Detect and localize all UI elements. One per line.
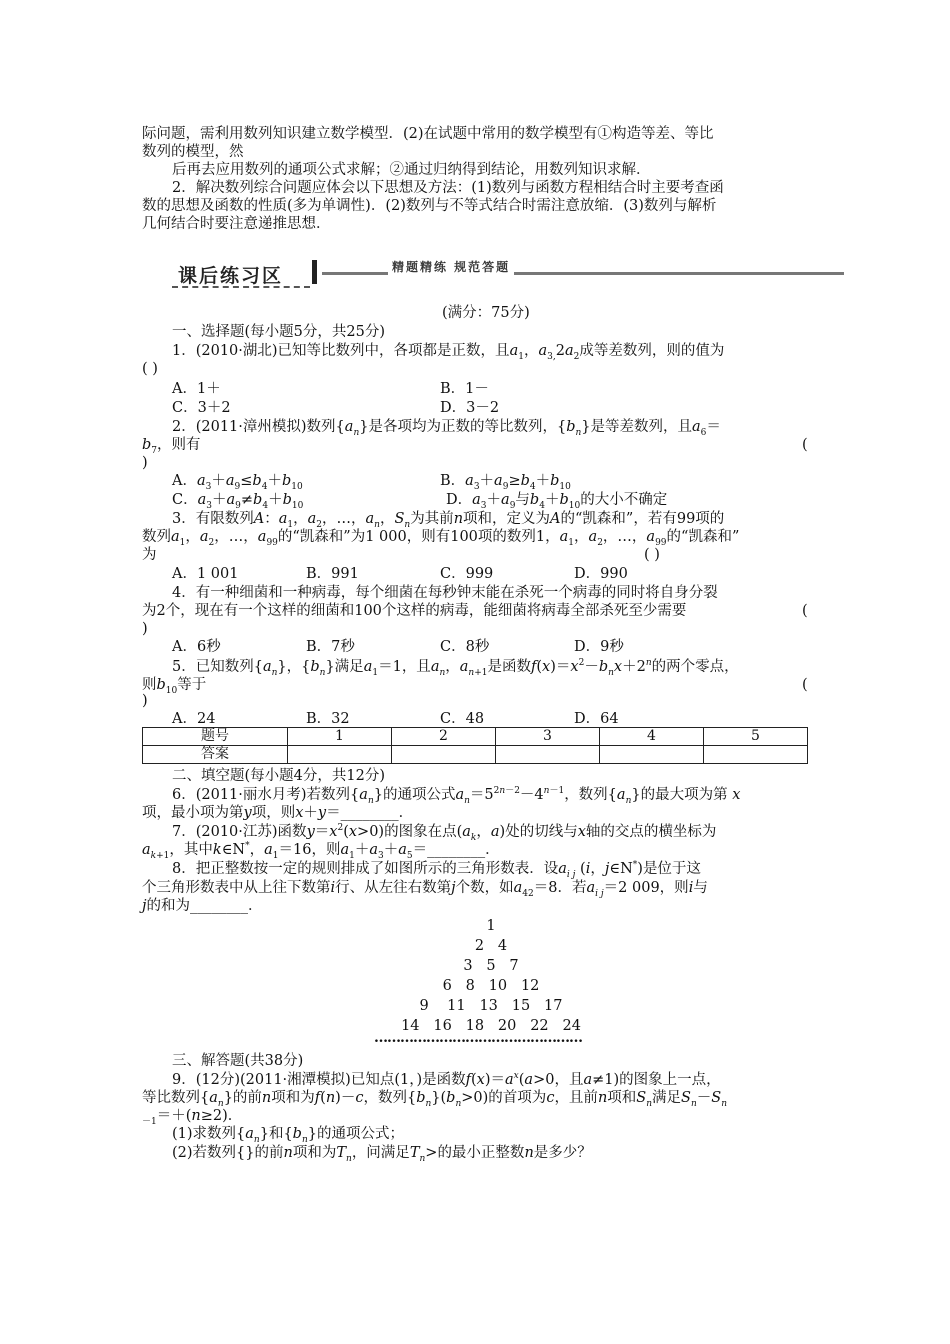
q4-option-c: C．8秒 — [440, 639, 490, 655]
answer-cell[interactable] — [496, 746, 600, 764]
q4-paren-open: ( — [802, 603, 808, 619]
q3-option-d: D．990 — [574, 566, 628, 582]
question-7: 7．(2010·江苏)函数$y=x^2(x>0)$的图象在点($a_k$，a)处的切线与x轴的交点的横坐标为 — [172, 823, 717, 843]
triangle-row: 3 5 7 — [463, 958, 519, 974]
q2-option-a: A．$a_3+a_9\le b_4+b_{10}$ — [172, 473, 303, 492]
q4-option-d: D．9秒 — [574, 639, 624, 655]
intro-line: 数的思想及函数的性质(多为单调性)．(2)数列与不等式结合时需注意放缩．(3)数列与解析 — [142, 198, 717, 214]
question-2: 2．(2011·漳州模拟)数列$\{a_n\}$是各项均为正数的等比数列，$\{b_n\}$是等差数列，且$a_6=$ — [172, 419, 721, 438]
question-8-cont: j的和为________． — [142, 898, 263, 914]
triangle-row: 2 4 — [474, 938, 508, 954]
table-cell: 5 — [704, 728, 808, 746]
triangle-row: 9 11 13 15 17 — [419, 998, 563, 1014]
q4-option-b: B．7秒 — [306, 639, 355, 655]
q5-option-c: C．48 — [440, 711, 485, 727]
section-heading: 一、选择题(每小题5分，共25分) — [172, 324, 385, 340]
question-8: 8．把正整数按一定的规则排成了如图所示的三角形数表．设$a_{i j}$ (i，j∈N*)是位于这 — [172, 860, 701, 880]
triangle-row: 1 — [486, 918, 496, 934]
section-heading: 二、填空题(每小题4分，共12分) — [172, 768, 385, 784]
intro-line: 数列的模型，然 — [142, 144, 244, 160]
table-row — [143, 728, 808, 746]
section-heading: 三、解答题(共38分) — [172, 1053, 304, 1069]
banner-subtitle: 精题精练 规范答题 — [388, 258, 514, 275]
table-cell: 题号 — [143, 728, 288, 746]
question-8-cont: 个三角形数表中从上往下数第i行、从左往右数第j个数，如$a_{42}=8$．若$a_{i j}=2$ 009，则i与 — [142, 880, 708, 899]
question-9: 9．(12分)(2011·湘潭模拟)已知点(1，)是函数$f(x)=a^x(a>0$，且a≠1)的图象上一点， — [172, 1071, 721, 1088]
table-cell: 答案 — [143, 746, 288, 764]
table-cell: 2 — [392, 728, 496, 746]
score-note: (满分：75分) — [442, 305, 530, 321]
answer-cell[interactable] — [704, 746, 808, 764]
triangle-row: 6 8 10 12 — [442, 978, 540, 994]
answer-cell[interactable] — [600, 746, 704, 764]
question-2-cont: $b_7$，则有 — [142, 437, 201, 456]
q2-option-d: D．$a_3+a_9$与$b_4+b_{10}$的大小不确定 — [446, 492, 668, 511]
q2-paren-close: ) — [142, 455, 148, 471]
question-5: 5．已知数列$\{a_n\}$，$\{b_n\}$满足$a_1=1$，且$a_n$，$a_{n+1}$是函数$f(x)=x^2-b_nx+2^n$的两个零点， — [172, 658, 739, 678]
table-cell: 1 — [288, 728, 392, 746]
question-6-cont: 项，最小项为第y项，则x＋y＝________． — [142, 805, 414, 821]
q2-option-c: C．$a_3+a_9\ne b_4+b_{10}$ — [172, 492, 304, 511]
banner-bar — [312, 260, 317, 284]
q4-paren-close: ) — [142, 621, 148, 637]
intro-line: 后再去应用数列的通项公式求解；②通过归纳得到结论，用数列知识求解． — [172, 162, 651, 178]
q3-option-c: C．999 — [440, 566, 494, 582]
question-4-cont: 为2个，现在有一个这样的细菌和100个这样的病毒，能细菌将病毒全部杀死至少需要 — [142, 603, 687, 619]
q3-paren: ( ) — [644, 547, 660, 563]
question-9-cont: 等比数列$\{a_n\}$的前n项和为f(n)－c，数列$\{b_n\}(b_n>0)$的首项为c，且前n项和$S_n$满足$S_n-S_n$ — [142, 1090, 727, 1109]
banner-underline — [172, 286, 310, 288]
table-cell: 3 — [496, 728, 600, 746]
table-cell: 4 — [600, 728, 704, 746]
question-9-cont: $_{-1}$＝＋(n≥2)． — [142, 1108, 243, 1127]
question-3-cont: 数列$a_1$，$a_2$，…，$a_{99}$的“凯森和”为1 000，则有100项的数列1，$a_1$，$a_2$，…，$a_{99}$的“凯森和” — [142, 529, 740, 548]
intro-line: 2．解决数列综合问题应体会以下思想及方法：(1)数列与函数方程相结合时主要考查函 — [172, 180, 724, 196]
q3-option-a: A．1 001 — [172, 566, 239, 582]
q5-option-b: B．32 — [306, 711, 350, 727]
q1-option-c: C．3＋2 — [172, 400, 231, 416]
q3-option-b: B．991 — [306, 566, 359, 582]
q5-option-a: A．24 — [172, 711, 216, 727]
q2-option-b: B．$a_3+a_9\ge b_4+b_{10}$ — [440, 473, 571, 492]
question-3: 3．有限数列A：$a_1$，$a_2$，…，$a_n$，$S_n$为其前n项和，定义为A的“凯森和”，若有99项的 — [172, 511, 725, 530]
answer-table — [142, 727, 808, 764]
triangle-ellipsis: ………………………………………… — [374, 1030, 582, 1046]
q1-paren: ( ) — [142, 361, 158, 377]
section-banner — [172, 258, 844, 292]
question-1: 1．(2010·湖北)已知等比数列中，各项都是正数，且$a_1$，$a_{3,}2a_2$成等差数列，则的值为 — [172, 343, 725, 362]
q1-option-d: D．3－2 — [440, 400, 500, 416]
question-9-part2: (2)若数列{}的前n项和为$T_n$，问满足$T_n>$的最小正整数n是多少？ — [172, 1145, 592, 1164]
intro-line: 几何结合时要注意递推思想． — [142, 216, 331, 232]
answer-cell[interactable] — [392, 746, 496, 764]
question-4: 4．有一种细菌和一种病毒，每个细菌在每秒钟末能在杀死一个病毒的同时将自身分裂 — [172, 585, 718, 601]
question-6: 6．(2011·丽水月考)若数列$\{a_n\}$的通项公式$a_n=5^{2n-2}-4^{n-1}$，数列$\{a_n\}$的最大项为第 x — [172, 786, 741, 806]
table-row — [143, 746, 808, 764]
q1-option-b: B．1－ — [440, 381, 489, 397]
question-3-cont: 为 — [142, 547, 157, 563]
q5-option-d: D．64 — [574, 711, 619, 727]
banner-title: 课后练习区 — [178, 265, 284, 287]
question-5-cont: 则$b_{10}$等于 — [142, 677, 207, 696]
question-9-part1: (1)求数列$\{a_n\}$和$\{b_n\}$的通项公式； — [172, 1126, 404, 1145]
question-7-cont: $a_{k+1}$，其中k∈N*，$a_1=16$，则$a_1+a_3+a_5=\_\_\_\_\_\_\_\_$． — [142, 841, 500, 861]
q4-option-a: A．6秒 — [172, 639, 221, 655]
q1-option-a: A．1＋ — [172, 381, 221, 397]
q2-paren-open: ( — [802, 437, 808, 453]
triangle-row: 14 16 18 20 22 24 — [401, 1018, 581, 1034]
intro-line: 际问题，需利用数列知识建立数学模型．(2)在试题中常用的数学模型有①构造等差、等比 — [142, 126, 714, 142]
answer-cell[interactable] — [288, 746, 392, 764]
q5-paren-open: ( — [802, 677, 808, 693]
q5-paren-close: ) — [142, 693, 148, 709]
